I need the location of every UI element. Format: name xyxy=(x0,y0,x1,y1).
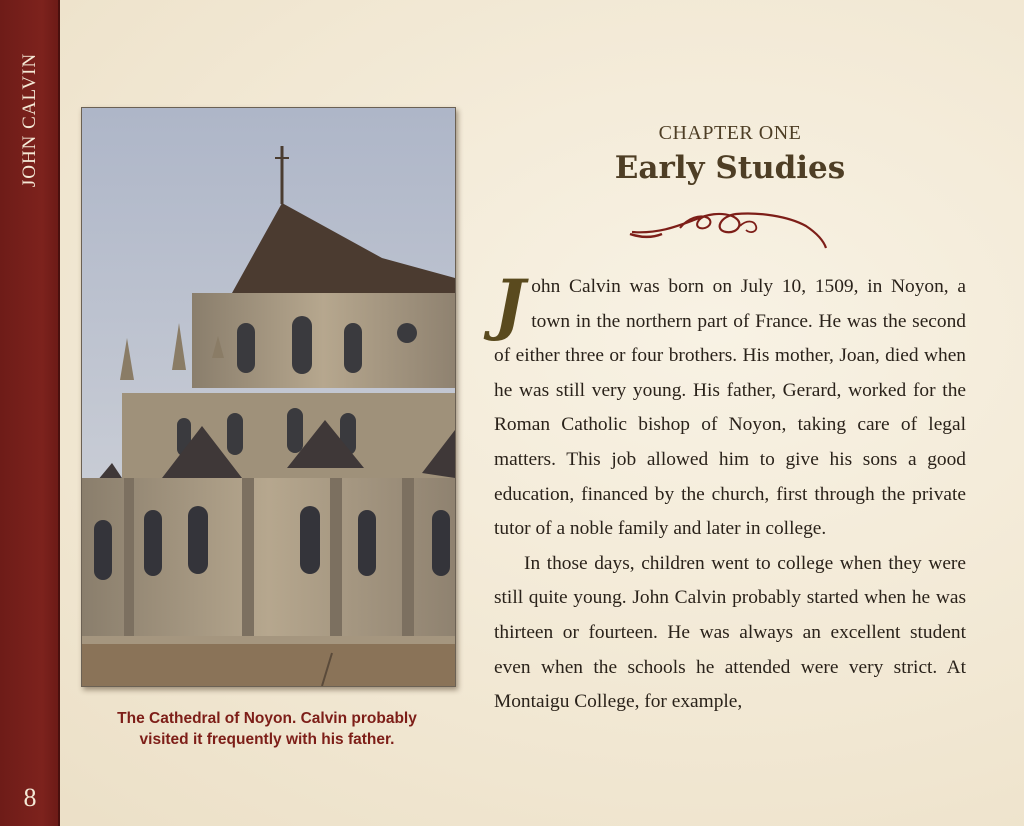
paragraph-1-text: ohn Calvin was born on July 10, 1509, in Noyon, a town in the northern part of France. He was the second of either three or four brothers. His mother, Joan, died when he was still very young. His father, Gerard, worked for the Roman Catholic bishop of Noyon, taking care of legal matters. This job allowed him to give his sons a good education, financed by the church, first through the private tutor of a noble family and later in college. xyxy=(494,276,966,540)
page-number: 8 xyxy=(23,783,37,812)
cathedral-illustration xyxy=(82,108,455,686)
caption-line-1: The Cathedral of Noyon. Calvin probably xyxy=(117,710,417,727)
chapter-side-bar xyxy=(0,0,60,826)
paragraph-1 xyxy=(494,265,966,547)
drop-cap: J xyxy=(494,265,526,343)
chapter-title: Early Studies xyxy=(614,150,846,186)
cathedral-photo xyxy=(81,107,456,687)
paragraph-2: In those days, children went to college when they were still quite young. John Calvin probably started when he was thirteen or fourteen. He was always an excellent student even when the schools he attended were very strict. At Montaigu College, for example, xyxy=(494,552,966,713)
running-head: JOHN CALVIN xyxy=(19,52,40,188)
body-text xyxy=(494,265,966,720)
caption-line-2: visited it frequently with his father. xyxy=(139,731,395,748)
photo-caption xyxy=(84,708,450,750)
flourish-ornament-icon xyxy=(628,204,834,252)
chapter-label: CHAPTER ONE xyxy=(658,122,802,144)
